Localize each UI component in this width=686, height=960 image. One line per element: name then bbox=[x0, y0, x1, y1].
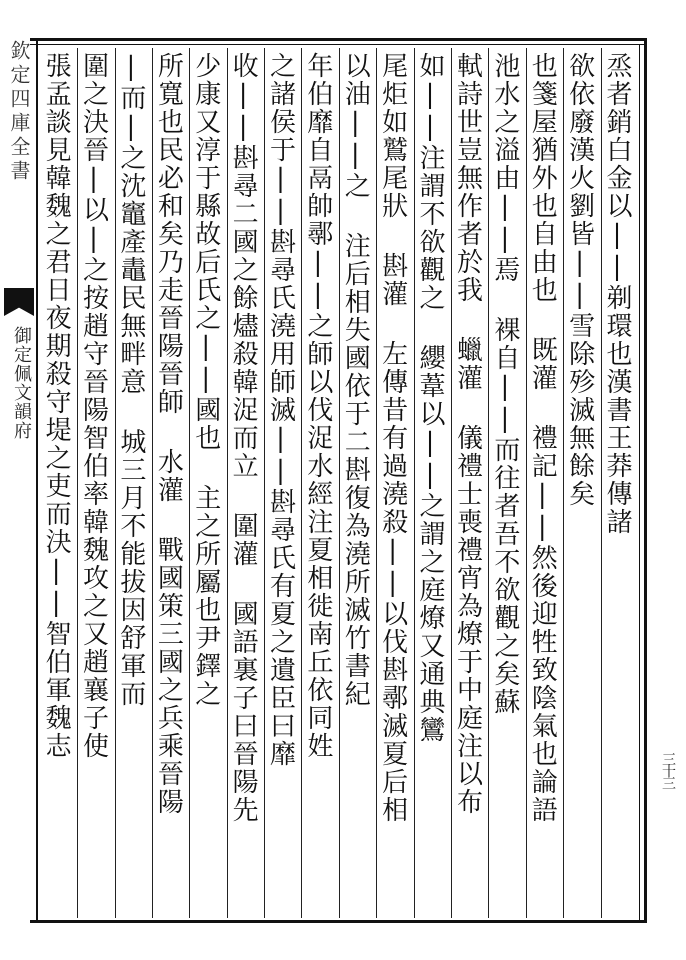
text-column-10: 之諸侯于||斟尋氏澆用師滅||斟尋氏有夏之遺臣曰靡 bbox=[264, 48, 301, 918]
frame-right-inner-rule bbox=[639, 44, 640, 920]
text-column-6: 如||注謂不欲觀之 纓葦以||之謂之庭燎又通典鸞 bbox=[414, 48, 451, 918]
text-column-7: 尾炬如鷲尾狀 斟灌 左傳昔有過澆殺||以伐斟鄩滅夏后相 bbox=[376, 48, 413, 918]
text-column-16: 張孟談見韓魏之君日夜期殺守堤之吏而決||智伯軍魏志 bbox=[41, 52, 72, 760]
frame-right-rule bbox=[644, 38, 647, 923]
text-column-8: 以油||之 注后相失國依于二斟復為澆所滅竹書紀 bbox=[339, 48, 376, 918]
text-column-12: 少康又淳于縣故后氏之||國也 主之所屬也尹鐸之 bbox=[189, 48, 226, 918]
frame-top-inner-rule bbox=[30, 44, 646, 45]
margin-subtitle: 御定佩文韻府 bbox=[11, 326, 32, 440]
text-column-4: 池水之溢由||焉 裸自||而往者吾不欲觀之矣蘇 bbox=[488, 48, 525, 918]
text-columns bbox=[40, 48, 638, 918]
frame-left-rule bbox=[36, 38, 38, 923]
text-column-11: 收||斟尋二國之餘燼殺韓浞而立 圍灌 國語裏子曰晉陽先 bbox=[227, 48, 264, 918]
text-column-3: 也箋屋猶外也自由也 既灌 禮記||然後迎牲致陰氣也論語 bbox=[526, 48, 563, 918]
text-column-15: 圍之決晉|以|之按趙守晉陽智伯率韓魏攻之又趙襄子使 bbox=[77, 48, 114, 918]
text-column-5: 軾詩世豈無作者於我 蠟灌 儀禮士喪禮宵為燎于中庭注以布 bbox=[451, 48, 488, 918]
text-column-14: |而|之沈竈產鼃民無畔意 城三月不能拔因舒軍而 bbox=[115, 48, 152, 918]
text-column-13: 所寬也民必和矣乃走晉陽晉師 水灌 戰國策三國之兵乘晉陽 bbox=[152, 48, 189, 918]
frame-top-rule bbox=[30, 38, 646, 41]
text-column-2: 欲依廢漢火劉皆||雪除殄滅無餘矣 bbox=[563, 48, 600, 918]
margin-book-title: 欽定四庫全書 bbox=[7, 40, 31, 184]
frame-bottom-rule bbox=[30, 920, 646, 923]
text-column-1: 烝者銷白金以||剃環也漢書王莽傳諸 bbox=[601, 48, 638, 918]
page-number: 三十三 bbox=[660, 752, 676, 788]
text-column-9: 年伯靡自鬲帥鄩||之師以伐浞水經注夏相徙南丘依同姓 bbox=[301, 48, 338, 918]
